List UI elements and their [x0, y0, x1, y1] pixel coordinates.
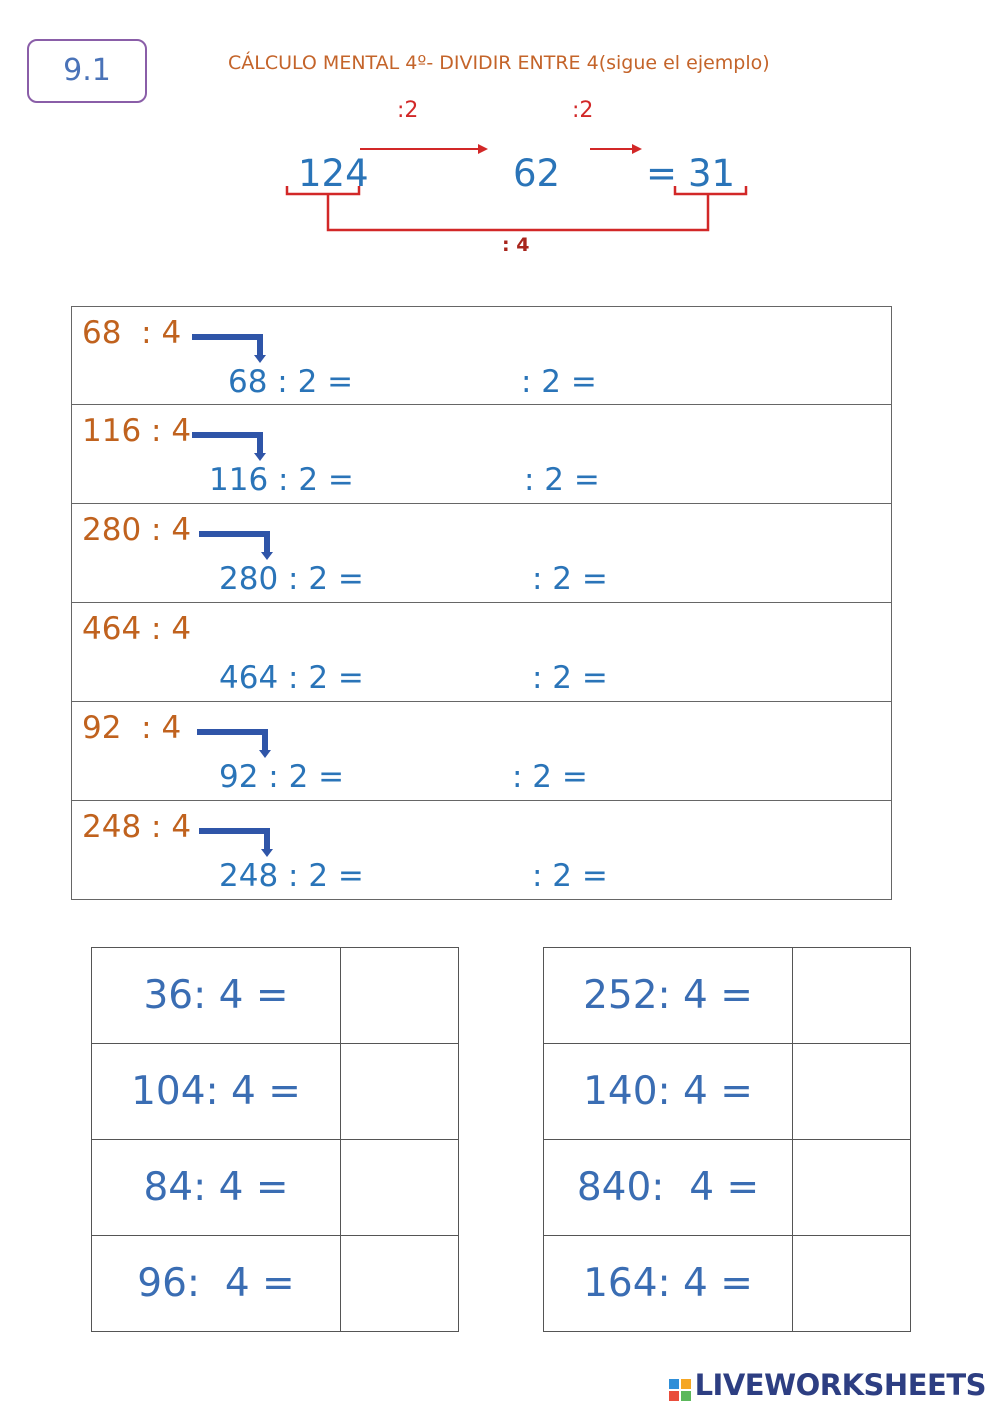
row-main-division: 280 : 4	[82, 512, 192, 548]
blue-bent-arrow-icon	[197, 726, 277, 760]
example-step2-op: :2	[572, 98, 594, 123]
work-row	[71, 702, 892, 801]
table-row	[92, 1140, 459, 1236]
table-row	[92, 1044, 459, 1140]
answer-box[interactable]	[793, 1044, 911, 1140]
row-main-division: 248 : 4	[82, 809, 192, 845]
answer-box[interactable]	[793, 948, 911, 1044]
left-practice-table	[91, 947, 459, 1332]
row-first-step: 248 : 2 =	[219, 858, 364, 894]
example-result-number: 31	[688, 152, 736, 195]
example-step1-op: :2	[397, 98, 419, 123]
table-row	[544, 948, 911, 1044]
example-middle-number: 62	[513, 152, 561, 195]
worksheet-title: CÁLCULO MENTAL 4º- DIVIDIR ENTRE 4(sigue el ejemplo)	[228, 52, 770, 74]
row-second-step: : 2 =	[532, 858, 608, 894]
answer-box[interactable]	[341, 1236, 459, 1332]
example-start-number: 124	[298, 152, 369, 195]
work-row	[71, 504, 892, 603]
table-row	[544, 1140, 911, 1236]
answer-box[interactable]	[793, 1140, 911, 1236]
blue-bent-arrow-icon	[199, 825, 279, 859]
exercise-number-badge: 9.1	[27, 39, 147, 103]
row-first-step: 280 : 2 =	[219, 561, 364, 597]
practice-question: 104: 4 =	[92, 1044, 341, 1140]
practice-question: 164: 4 =	[544, 1236, 793, 1332]
row-second-step: : 2 =	[524, 462, 600, 498]
row-second-step: : 2 =	[521, 364, 597, 400]
practice-question: 96: 4 =	[92, 1236, 341, 1332]
example-equals: =	[646, 152, 678, 195]
blue-bent-arrow-icon	[199, 528, 279, 562]
work-row	[71, 405, 892, 504]
work-row	[71, 801, 892, 900]
row-main-division: 116 : 4	[82, 413, 192, 449]
practice-question: 140: 4 =	[544, 1044, 793, 1140]
table-row	[544, 1236, 911, 1332]
answer-box[interactable]	[341, 948, 459, 1044]
row-first-step: 116 : 2 =	[209, 462, 354, 498]
blue-bent-arrow-icon	[192, 429, 272, 463]
work-table	[71, 306, 892, 900]
example-overall-op: : 4	[502, 234, 530, 256]
right-practice-table	[543, 947, 911, 1332]
table-row	[92, 1236, 459, 1332]
brand-name: LIVEWORKSHEETS	[694, 1368, 986, 1402]
blue-bent-arrow-icon	[192, 331, 272, 365]
row-first-step: 92 : 2 =	[219, 759, 345, 795]
work-row	[71, 603, 892, 702]
liveworksheets-logo[interactable]	[669, 1368, 986, 1402]
answer-box[interactable]	[341, 1044, 459, 1140]
row-first-step: 464 : 2 =	[219, 660, 364, 696]
liveworksheets-icon	[669, 1374, 691, 1396]
practice-question: 36: 4 =	[92, 948, 341, 1044]
row-second-step: : 2 =	[512, 759, 588, 795]
row-second-step: : 2 =	[532, 561, 608, 597]
row-main-division: 464 : 4	[82, 611, 192, 647]
table-row	[92, 948, 459, 1044]
row-first-step: 68 : 2 =	[228, 364, 354, 400]
row-second-step: : 2 =	[532, 660, 608, 696]
practice-question: 840: 4 =	[544, 1140, 793, 1236]
answer-box[interactable]	[341, 1140, 459, 1236]
row-main-division: 92 : 4	[82, 710, 182, 746]
row-main-division: 68 : 4	[82, 315, 182, 351]
table-row	[544, 1044, 911, 1140]
answer-box[interactable]	[793, 1236, 911, 1332]
work-row	[71, 306, 892, 405]
practice-question: 252: 4 =	[544, 948, 793, 1044]
practice-question: 84: 4 =	[92, 1140, 341, 1236]
